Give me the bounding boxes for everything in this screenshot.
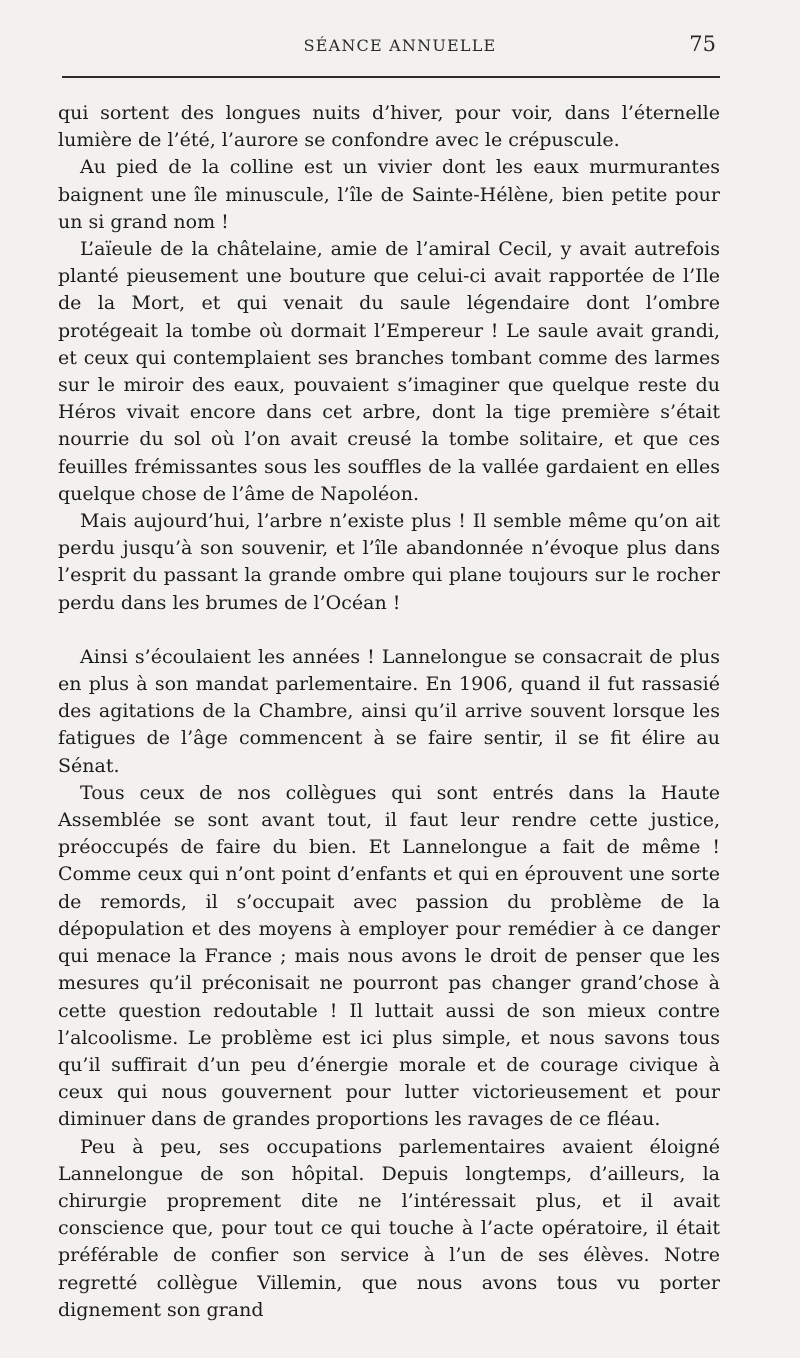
body-text <box>58 100 720 1324</box>
paragraph: Tous ceux de nos collègues qui sont entrés dans la Haute Assemblée se sont avant tout, il faut leur rendre cette justice, préoccupés de faire du bien. Et Lannelongue a fait de même ! Comme ceux qui n’ont point d’enfants et qui en éprouvent une sorte de remords, il s’occupait avec passion du problème de la dépopulation et des moyens à employer pour remédier à ce danger qui menace la France ; mais nous avons le droit de penser que les mesures qu’il préconisait ne pourront pas changer grand’chose à cette question redoutable ! Il luttait aussi de son mieux contre l’alcoolisme. Le problème est ici plus simple, et nous savons tous qu’il suffirait d’un peu d’énergie morale et de courage civique à ceux qui nous gouvernent pour lutter victorieusement et pour diminuer dans de grandes proportions les ravages de ce fléau. <box>58 781 720 1131</box>
page-number: 75 <box>689 32 716 56</box>
paragraph: L’aïeule de la châtelaine, amie de l’amiral Cecil, y avait autrefois planté pieusement une bouture que celui-ci avait rapportée de l’Ile de la Mort, et qui venait du saule légendaire dont l’ombre protégeait la tombe où dormait l’Empereur ! Le saule avait grandi, et ceux qui contemplaient ses branches tombant comme des larmes sur le miroir des eaux, pouvaient s’imaginer que quelque reste du Héros vivait encore dans cet arbre, dont la tige première s’était nourrie du sol où l’on avait creusé la tombe solitaire, et que ces feuilles frémissantes sous les souffles de la vallée gardaient en elles quelque chose de l’âme de Napoléon. <box>58 238 720 505</box>
header-rule <box>62 76 720 78</box>
paragraph: Au pied de la colline est un vivier dont les eaux murmurantes baignent une île minuscule, l’île de Sainte-Hélène, bien petite pour un si grand nom ! <box>58 156 720 233</box>
paragraph: Mais aujourd’hui, l’arbre n’existe plus ! Il semble même qu’on ait perdu jusqu’à son souvenir, et l’île abandonnée n’évoque plus dans l’esprit du passant la grande ombre qui plane toujours sur le rocher perdu dans les brumes de l’Océan ! <box>58 510 720 614</box>
paragraph: Peu à peu, ses occupations parlementaires avaient éloigné Lannelongue de son hôpital. Depuis longtemps, d’ailleurs, la chirurgie proprement dite ne l’intéressait plus, et il avait conscience que, pour tout ce qui touche à l’acte opératoire, il était préférable de confier son service à l’un de ses élèves. Notre regretté collègue Villemin, que nous avons tous vu porter dignement son grand <box>58 1135 720 1321</box>
paragraph-continued: qui sortent des longues nuits d’hiver, pour voir, dans l’éternelle lumière de l’été, l’aurore se confondre avec le crépuscule. <box>58 102 720 152</box>
running-header <box>0 32 800 60</box>
paragraph: Ainsi s’écoulaient les années ! Lannelongue se consacrait de plus en plus à son mandat parlementaire. En 1906, quand il fut rassasié des agitations de la Chambre, ainsi qu’il arrive souvent lorsque les fatigues de l’âge commencent à se faire sentir, il se fit élire au Sénat. <box>58 645 720 777</box>
running-title: SÉANCE ANNUELLE <box>303 36 497 55</box>
